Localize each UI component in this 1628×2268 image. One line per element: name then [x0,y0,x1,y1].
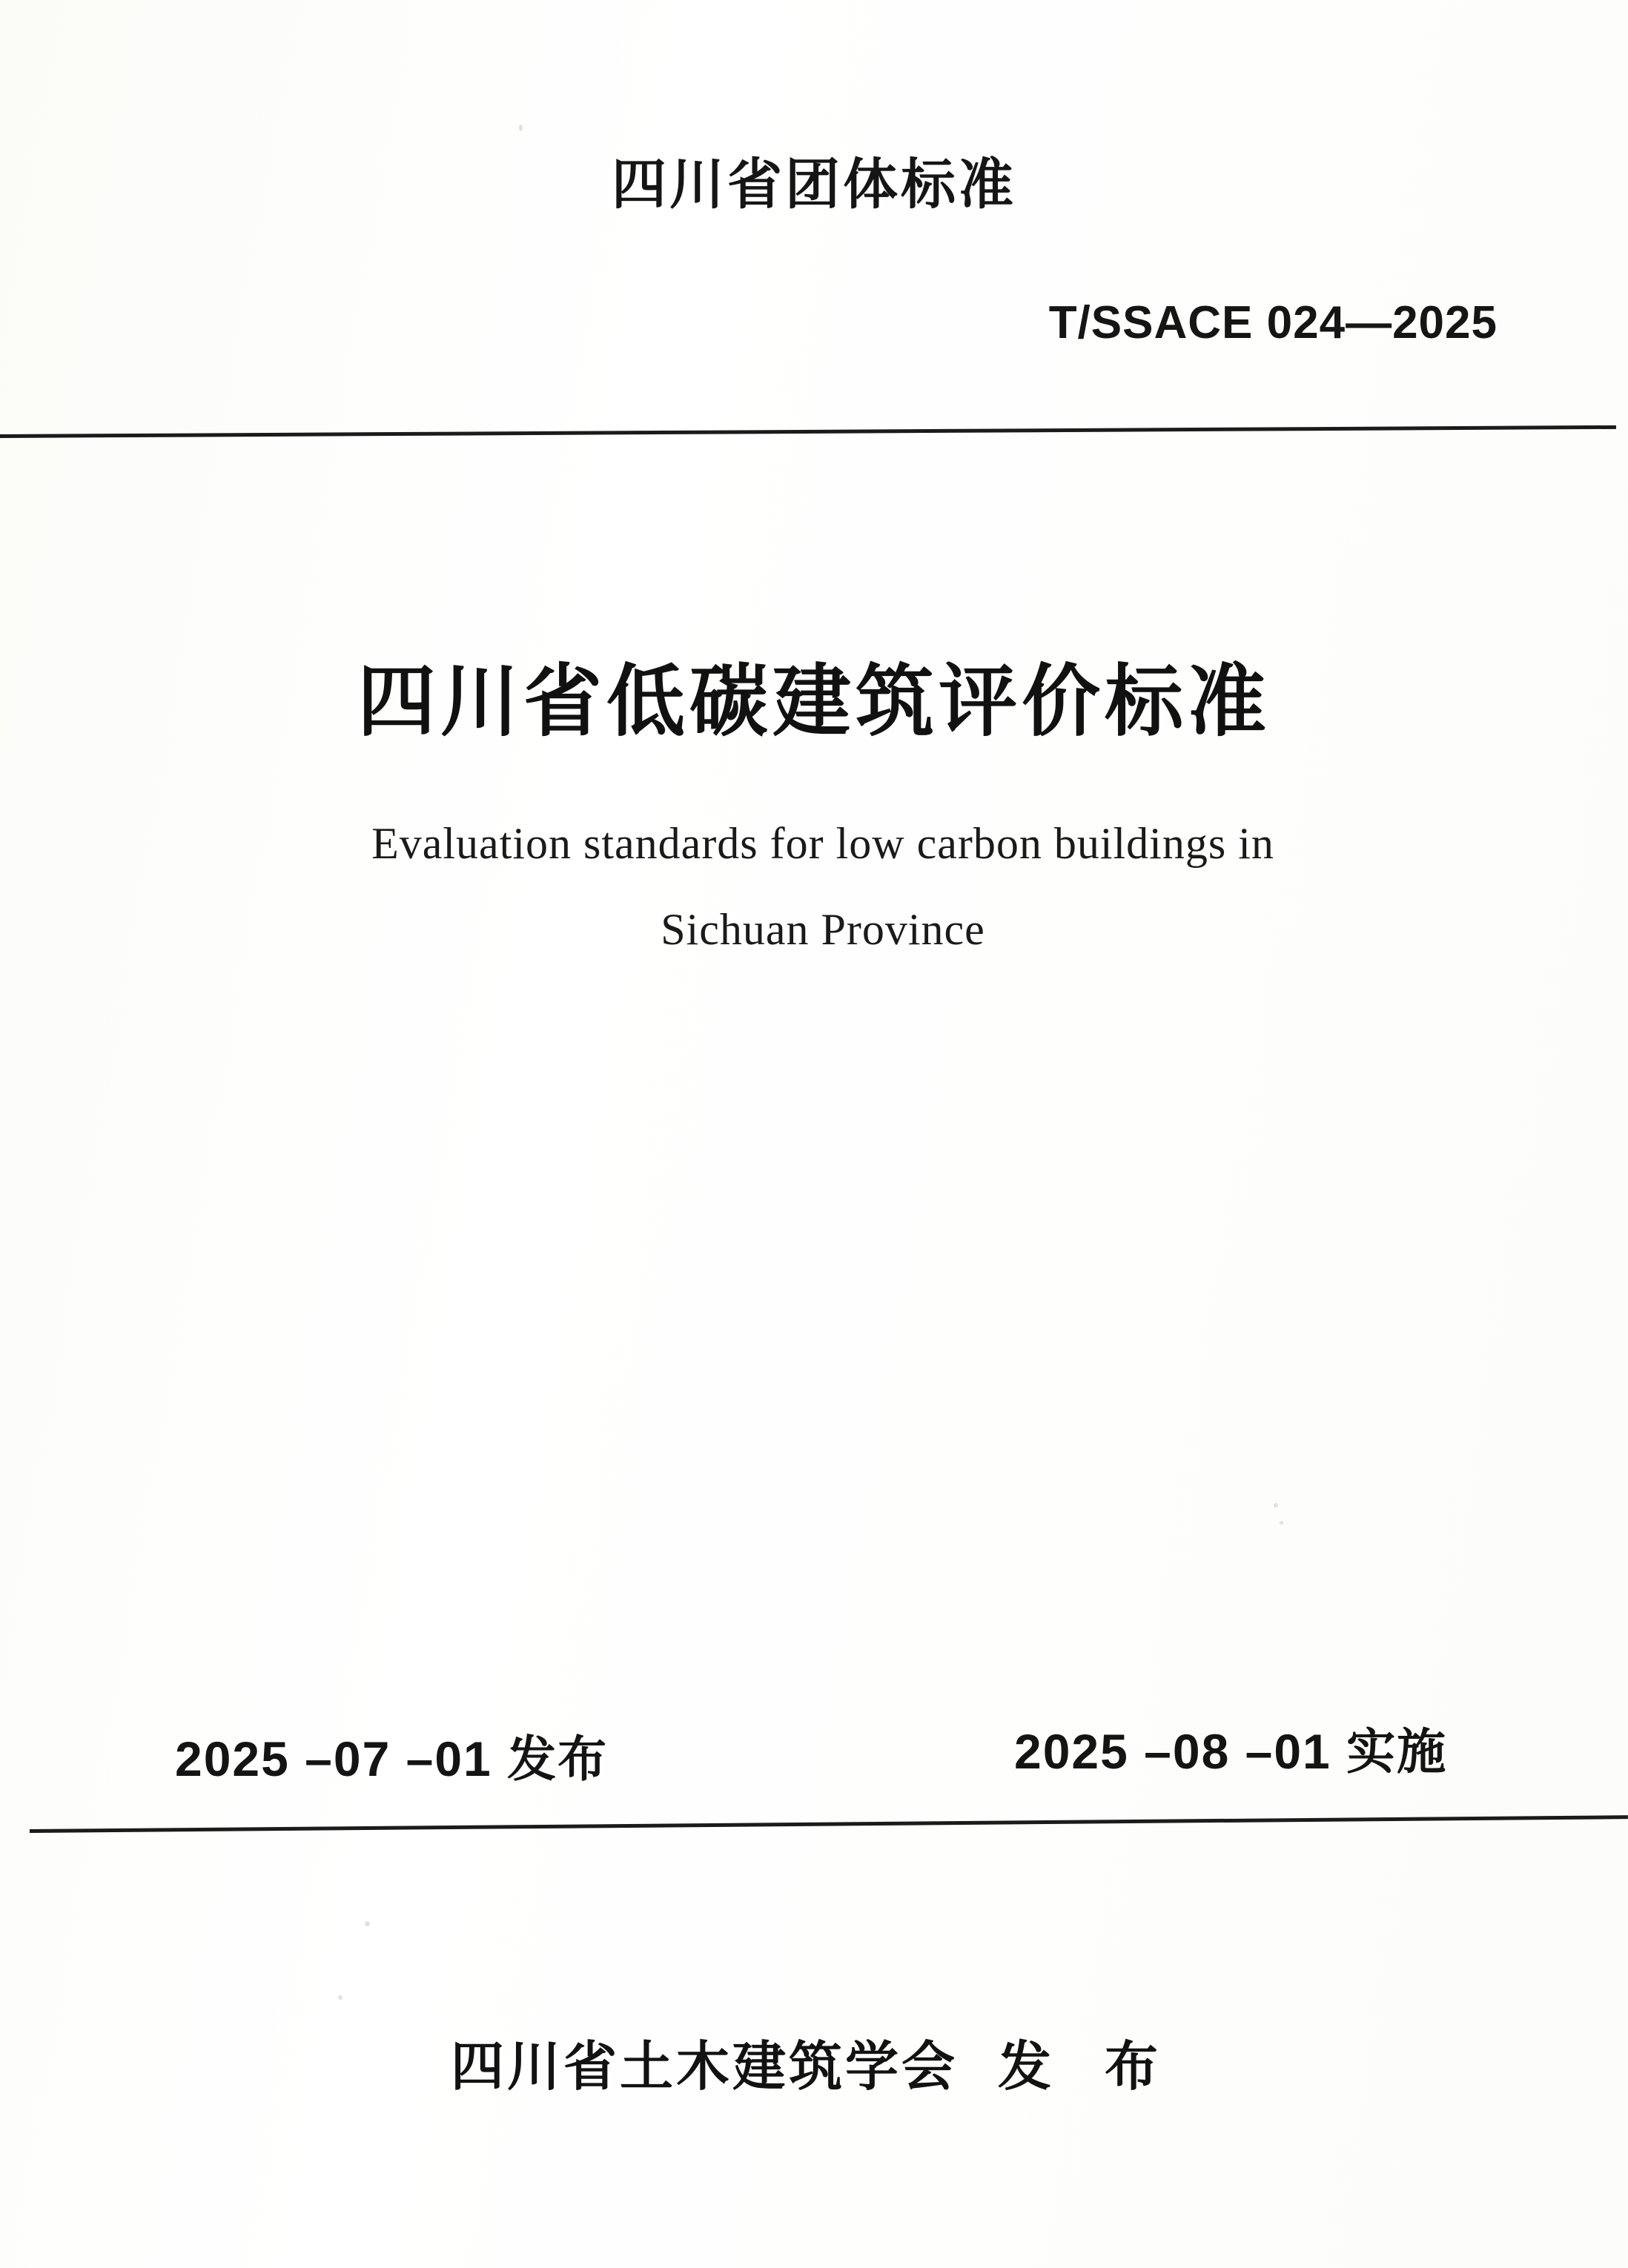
scan-speck [1280,1521,1283,1525]
standard-type-heading: 四川省团体标准 [612,153,1016,215]
standard-code: T/SSACE 024—2025 [1048,297,1498,348]
publish-date: 2025 –07 –01 发布 [175,1731,609,1786]
scan-speck [338,1995,343,2000]
dates-row [0,1720,1628,1801]
issuer-line [0,2023,1628,2100]
scan-speck [1274,1503,1278,1508]
scan-speck [365,1921,370,1926]
document-title-english-line2: Sichuan Province [661,905,985,954]
issuer-name: 四川省土木建筑学会 [450,2037,958,2097]
document-title-chinese: 四川省低碳建筑评价标准 [357,658,1271,746]
scan-speck [519,125,523,131]
issuer-verb: 发 布 [998,2037,1178,2097]
document-title-english-line1: Evaluation standards for low carbon buildings in [371,819,1274,868]
implementation-date: 2025 –08 –01 实施 [1014,1724,1448,1779]
document-title-english [245,800,1401,972]
